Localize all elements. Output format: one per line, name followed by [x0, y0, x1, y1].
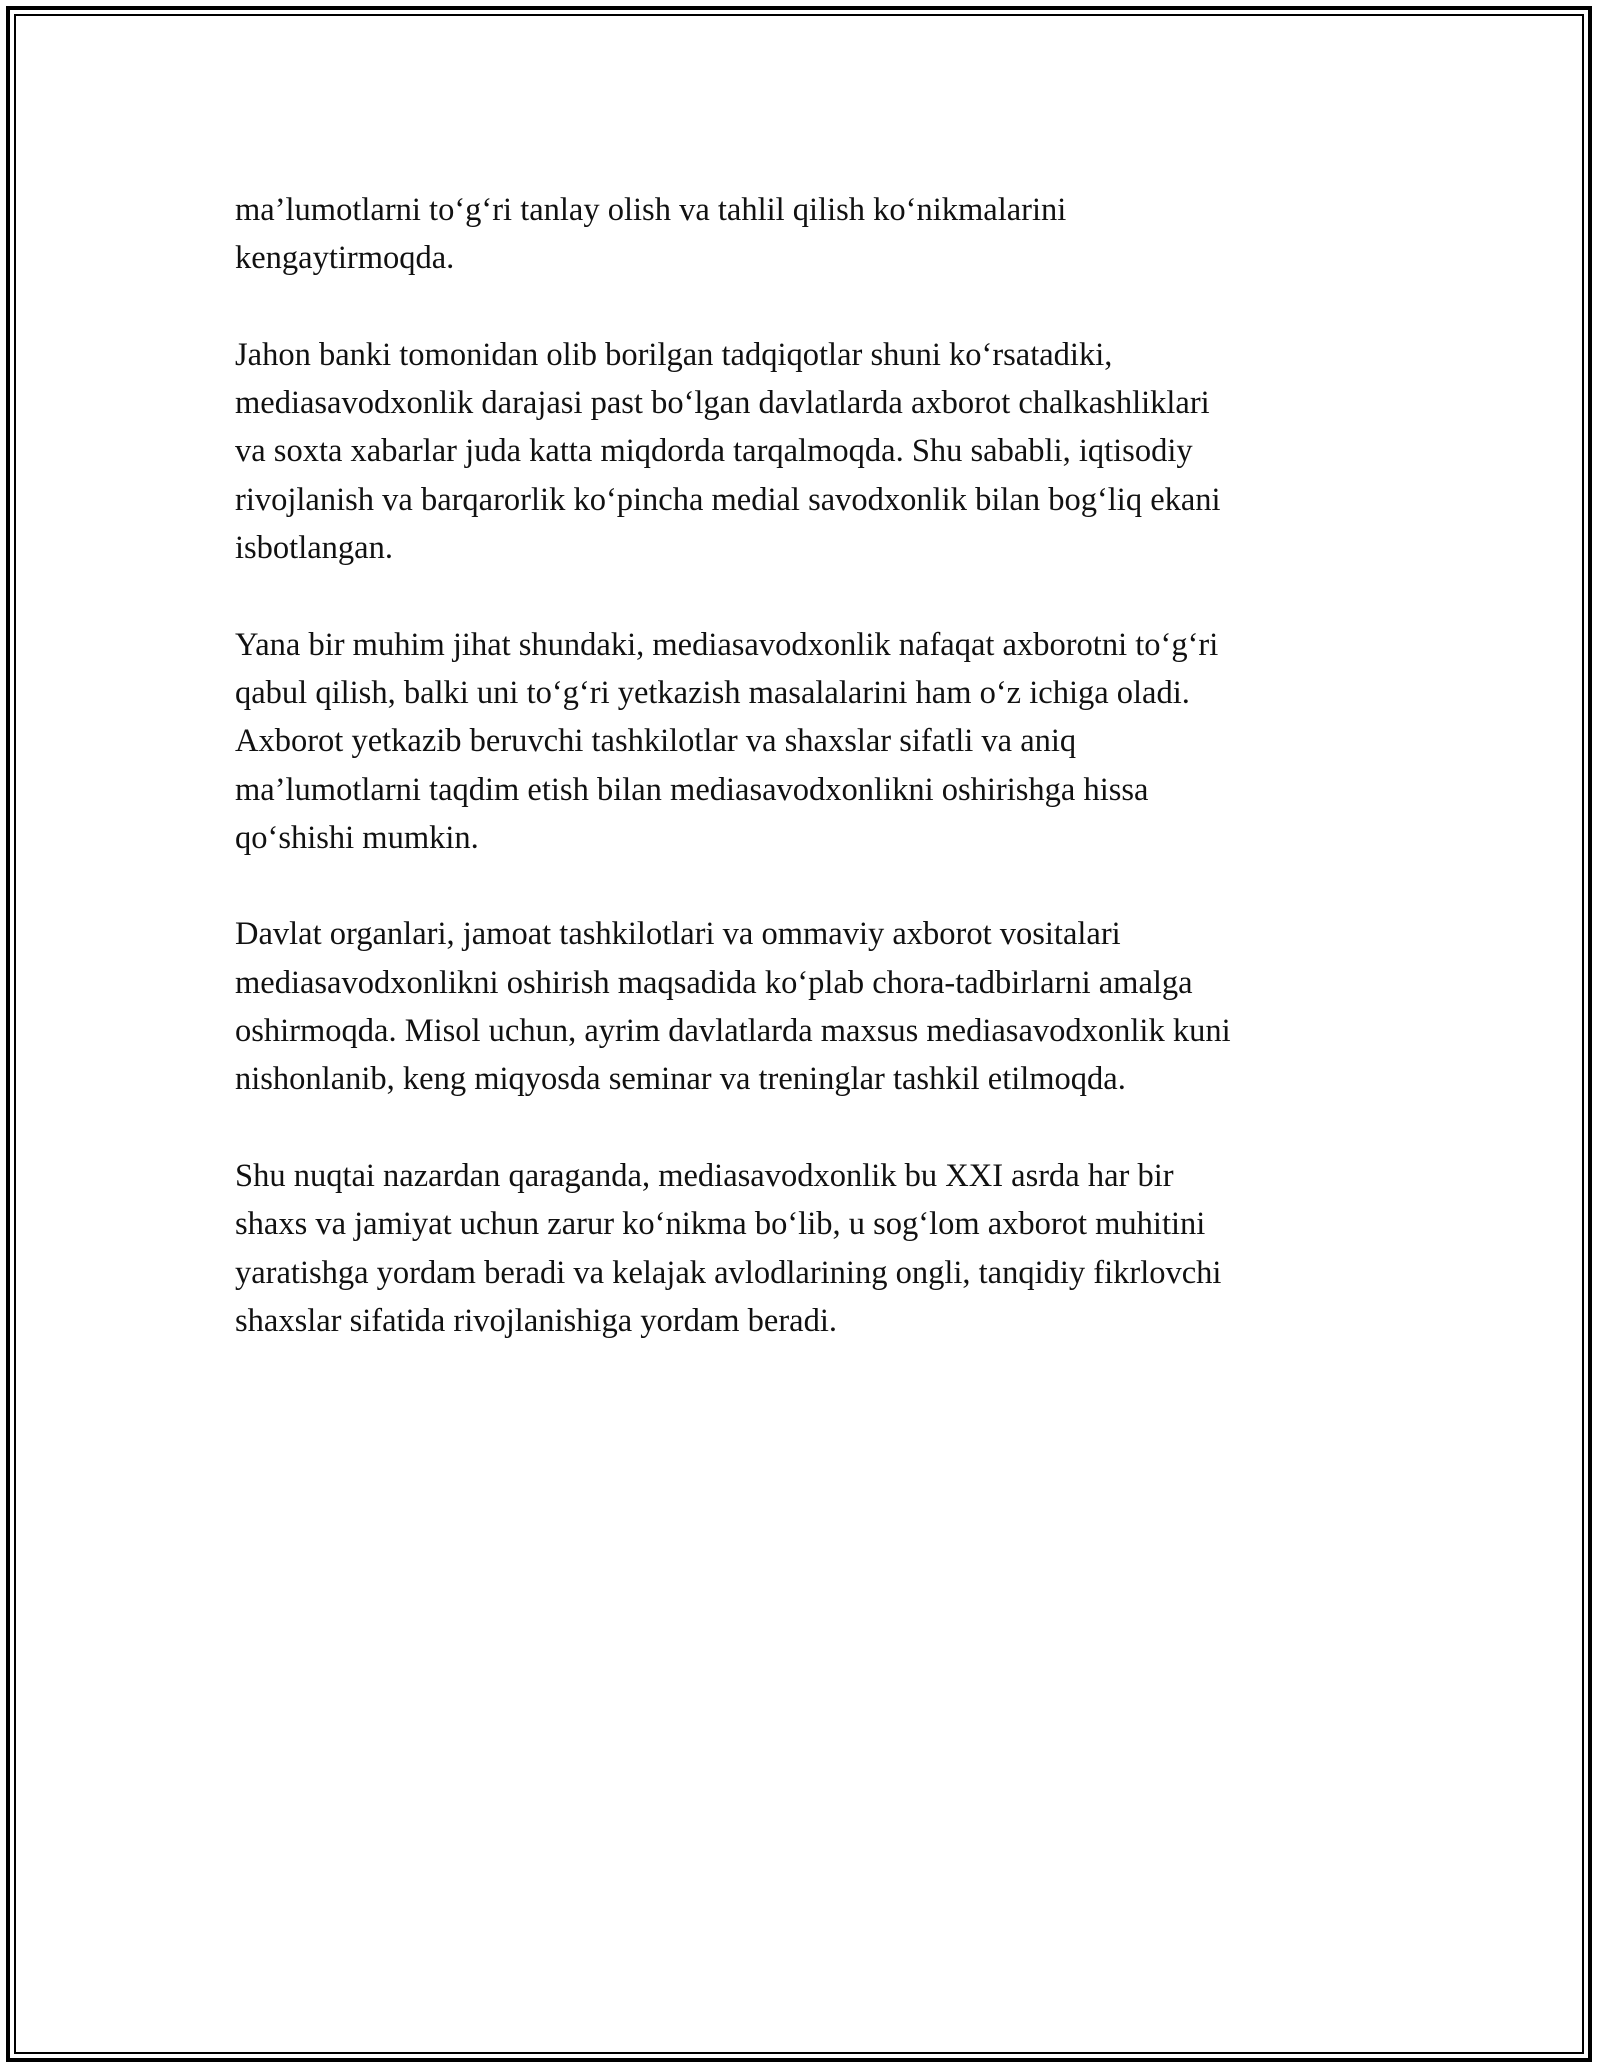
paragraph-line: mediasavodxonlikni oshirish maqsadida ko‘plab chora-tadbirlarni amalga	[235, 964, 1193, 1001]
paragraph-line: isbotlangan.	[235, 530, 393, 567]
paragraph-line: ma’lumotlarni to‘g‘ri tanlay olish va tahlil qilish ko‘nikmalarini	[235, 192, 1067, 228]
paragraph-1	[235, 186, 1385, 283]
paragraph-line: ma’lumotlarni taqdim etish bilan mediasavodxonlikni oshirishga hissa	[235, 771, 1149, 808]
paragraph-2	[235, 331, 1385, 572]
paragraph-line: rivojlanish va barqarorlik ko‘pincha medial savodxonlik bilan bog‘liq ekani	[235, 481, 1221, 518]
paragraph-line: Axborot yetkazib beruvchi tashkilotlar va shaxslar sifatli va aniq	[235, 723, 1077, 760]
paragraph-line: mediasavodxonlik darajasi past bo‘lgan davlatlarda axborot chalkashliklari	[235, 385, 1210, 422]
paragraph-line: Yana bir muhim jihat shundaki, mediasavodxonlik nafaqat axborotni to‘g‘ri	[235, 626, 1219, 663]
paragraph-4	[235, 910, 1385, 1103]
paragraph-line: Jahon banki tomonidan olib borilgan tadqiqotlar shuni ko‘rsatadiki,	[235, 336, 1113, 373]
paragraph-line: oshirmoqda. Misol uchun, ayrim davlatlarda maxsus mediasavodxonlik kuni	[235, 1013, 1231, 1050]
paragraph-line: qo‘shishi mumkin.	[235, 819, 479, 856]
paragraph-line: Davlat organlari, jamoat tashkilotlari va ommaviy axborot vositalari	[235, 916, 1121, 953]
paragraph-line: kengaytirmoqda.	[235, 240, 455, 277]
document-body	[235, 186, 1385, 1393]
paragraph-line: shaxslar sifatida rivojlanishiga yordam beradi.	[235, 1302, 837, 1339]
paragraph-3	[235, 621, 1385, 862]
paragraph-line: shaxs va jamiyat uchun zarur ko‘nikma bo‘lib, u sog‘lom axborot muhitini	[235, 1206, 1206, 1243]
paragraph-line: nishonlanib, keng miqyosda seminar va treninglar tashkil etilmoqda.	[235, 1061, 1126, 1098]
paragraph-line: yaratishga yordam beradi va kelajak avlodlarining ongli, tanqidiy fikrlovchi	[235, 1254, 1222, 1291]
paragraph-5	[235, 1152, 1385, 1345]
paragraph-line: Shu nuqtai nazardan qaraganda, mediasavodxonlik bu XXI asrda har bir	[235, 1157, 1174, 1194]
paragraph-line: va soxta xabarlar juda katta miqdorda tarqalmoqda. Shu sababli, iqtisodiy	[235, 433, 1193, 470]
paragraph-line: qabul qilish, balki uni to‘g‘ri yetkazish masalalarini ham o‘z ichiga oladi.	[235, 674, 1190, 711]
